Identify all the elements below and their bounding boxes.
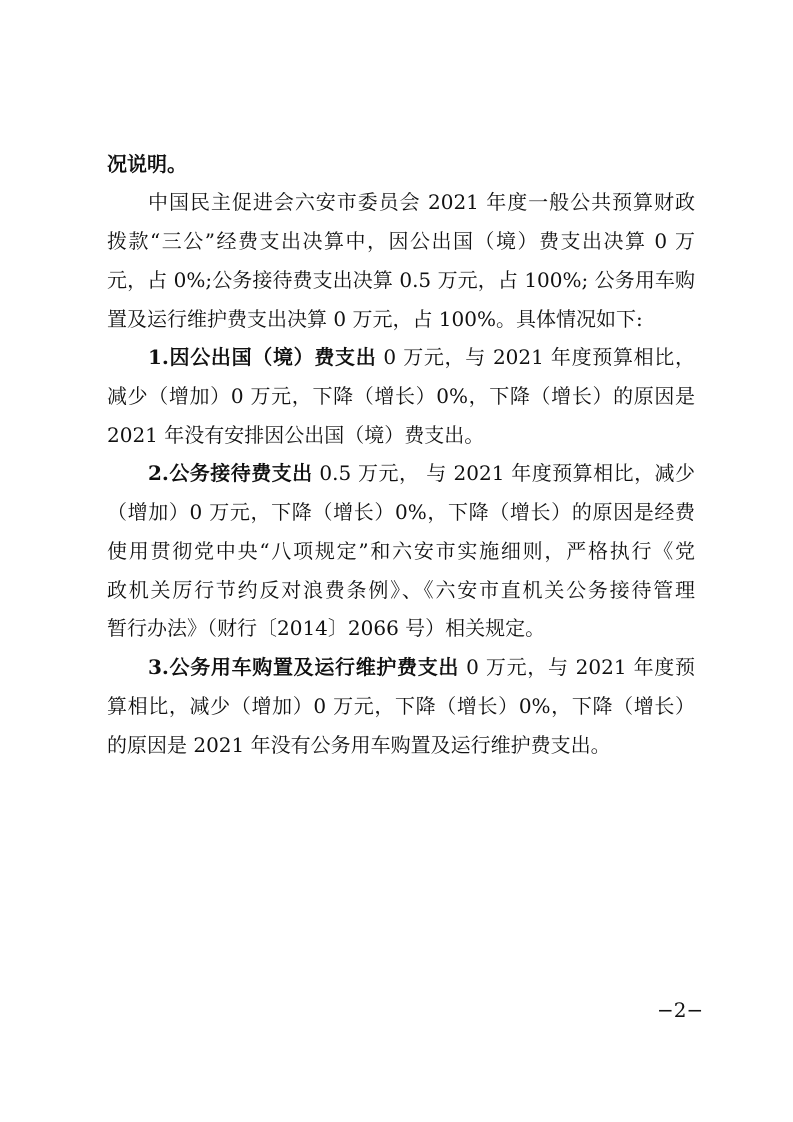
item-3-line-3: 的原因是 2021 年没有公务用车购置及运行维护费支出。 (107, 733, 611, 757)
item-2-line-5: 暂行办法》（财行〔2014〕2066 号）相关规定。 (107, 616, 546, 640)
item-1-text: 0 万元，与 2021 年度预算相比， (376, 345, 695, 369)
item-2-line-4: 政机关厉行节约反对浪费条例》、《六安市直机关公务接待管理 (107, 578, 695, 602)
paragraph-2-line-1: 中国民主促进会六安市委员会 2021 年度一般公共预算财政 (148, 190, 695, 214)
page-number: −2− (657, 998, 704, 1022)
item-2-text: 0.5 万元， 与 2021 年度预算相比，减少 (312, 461, 695, 485)
item-3-line-2: 算相比，减少（增加）0 万元，下降（增长）0%，下降（增长） (107, 694, 695, 718)
item-1-line-2: 减少（增加）0 万元，下降（增长）0%，下降（增长）的原因是 (107, 384, 695, 408)
item-3-heading: 3.公务用车购置及运行维护费支出 (148, 655, 460, 679)
item-2-line-3: 使用贯彻党中央“八项规定”和六安市实施细则，严格执行《党 (107, 539, 695, 563)
item-2-line-2: （增加）0 万元，下降（增长）0%，下降（增长）的原因是经费 (107, 500, 695, 524)
item-2-line-1 (148, 461, 695, 485)
item-1-heading: 1.因公出国（境）费支出 (148, 345, 377, 369)
paragraph-2-line-4: 置及运行维护费支出决算 0 万元，占 100%。具体情况如下: (107, 307, 643, 331)
item-3-line-1 (148, 655, 695, 679)
item-1-line-3: 2021 年没有安排因公出国（境）费支出。 (107, 423, 485, 447)
item-3-text: 0 万元，与 2021 年度预 (459, 655, 695, 679)
paragraph-2-line-2: 拨款“三公”经费支出决算中，因公出国（境）费支出决算 0 万 (107, 229, 695, 253)
item-1-line-1 (148, 345, 695, 369)
paragraph-2-line-3: 元，占 0%;公务接待费支出决算 0.5 万元，占 100%; 公务用车购 (107, 268, 695, 292)
paragraph-1-line-1: 况说明。 (107, 152, 187, 176)
item-2-heading: 2.公务接待费支出 (148, 461, 313, 485)
